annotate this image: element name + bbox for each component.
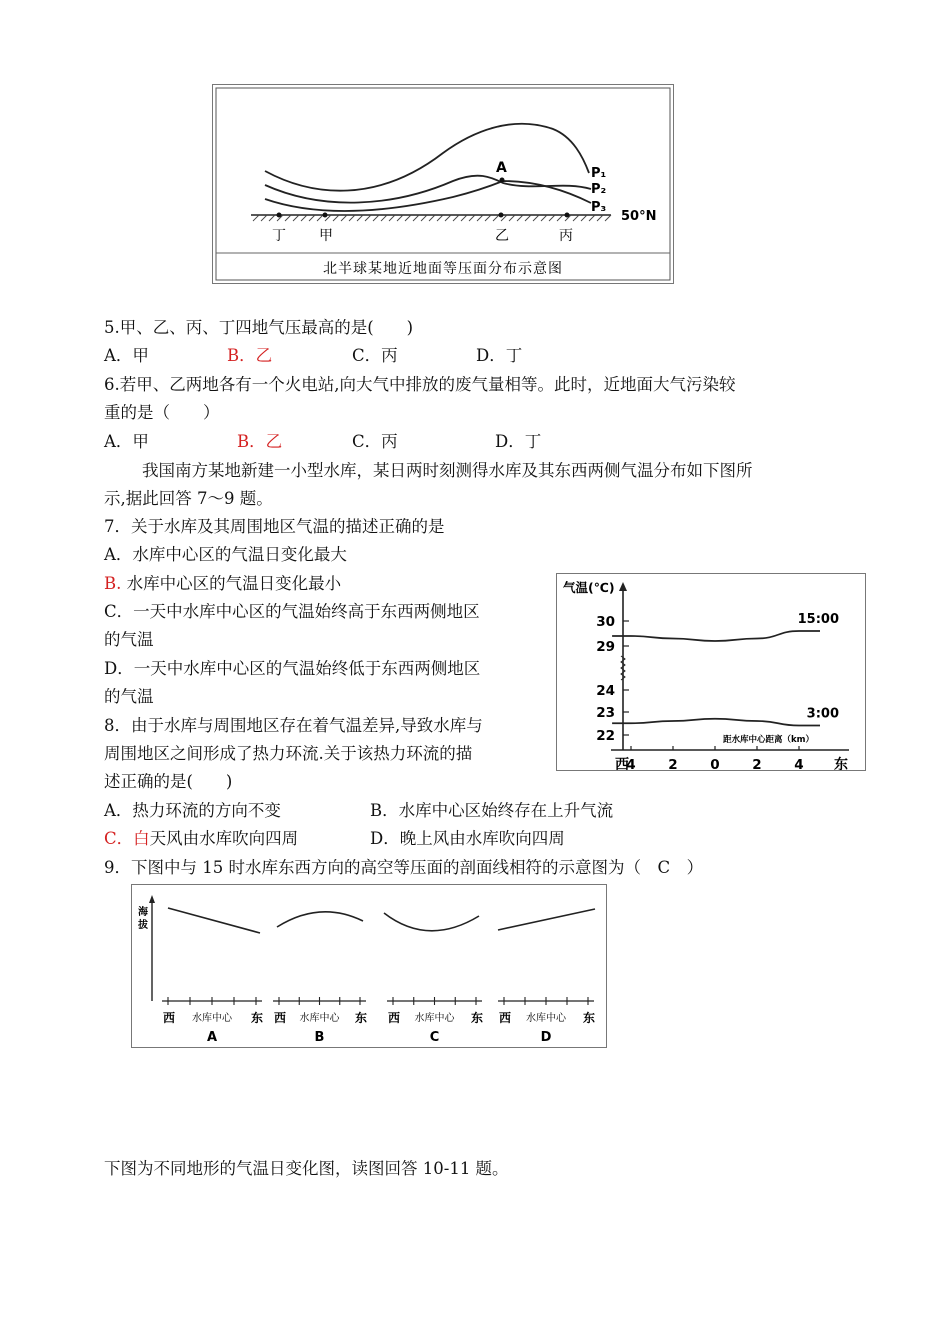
temperature-chart	[556, 573, 866, 771]
series-line	[612, 631, 820, 641]
x-end-west: 西	[615, 757, 629, 770]
panel-center: 水库中心	[414, 1013, 455, 1024]
profile-curve-a	[168, 908, 260, 933]
q7-option-a[interactable]: A．水库中心区的气温日变化最大	[104, 545, 347, 564]
q9-stem: 9．下图中与 15 时水库东西方向的高空等压面的剖面线相符的示意图为（ C ）	[104, 858, 704, 877]
x-end-east: 东	[834, 757, 848, 770]
panel-center: 水库中心	[526, 1013, 566, 1024]
q8-stem-line1: 8．由于水库与周围地区存在着气温差异,导致水库与	[104, 716, 483, 735]
series-label: 3:00	[806, 706, 839, 722]
isobar-p1	[265, 124, 589, 191]
panel-west: 西	[498, 1011, 512, 1025]
place-bing: 丙	[559, 228, 573, 244]
point-a	[500, 178, 505, 183]
series-line	[612, 719, 820, 726]
x-tick-label: 4	[794, 757, 804, 770]
panel-east: 东	[470, 1011, 484, 1025]
isobar-figure	[212, 84, 674, 284]
y-tick-label: 29	[596, 639, 615, 655]
q8-option-c-red: C．白	[104, 829, 150, 848]
q6-option-d[interactable]: D．丁	[495, 432, 542, 451]
x-tick-label: 2	[752, 757, 762, 770]
panel-east: 东	[250, 1011, 264, 1025]
label-lat: 50°N	[621, 209, 657, 224]
isobar-diagram	[213, 85, 673, 283]
q6-stem-line2: 重的是（ ）	[104, 403, 220, 422]
profile-figure-svg	[132, 885, 606, 1047]
q6-option-b[interactable]: B．乙	[237, 432, 283, 451]
q7-option-c-line2: 的气温	[104, 630, 154, 649]
label-p2: P₂	[591, 182, 607, 197]
q6-stem-line1: 6.若甲、乙两地各有一个火电站,向大气中排放的废气量相等。此时，近地面大气污染较	[104, 375, 736, 394]
isobar-p3	[265, 181, 591, 211]
place-jia: 甲	[319, 228, 333, 244]
y-tick-label: 23	[596, 705, 615, 721]
x-tick-label: 2	[668, 757, 678, 770]
q5-option-b[interactable]: B．乙	[227, 346, 273, 365]
profile-ylabel-2: 拔	[138, 920, 148, 931]
panel-center: 水库中心	[192, 1013, 232, 1024]
q8-stem-line2: 周围地区之间形成了热力环流.关于该热力环流的描	[104, 744, 473, 763]
place-yi: 乙	[495, 228, 509, 244]
x-axis-label: 距水库中心距离（km）	[723, 735, 815, 745]
q8-option-c[interactable]	[104, 825, 298, 853]
panel-west: 西	[162, 1011, 176, 1025]
series-label: 15:00	[797, 612, 839, 627]
panel-west: 西	[387, 1011, 401, 1025]
profile-y-arrow	[149, 895, 155, 903]
label-p3: P₃	[591, 200, 607, 215]
q7-option-c-line1[interactable]: C．一天中水库中心区的气温始终高于东西两侧地区	[104, 602, 480, 621]
profile-curve-d	[498, 909, 595, 930]
intro-7-9-line2: 示,据此回答 7～9 题。	[104, 489, 273, 508]
panel-east: 东	[582, 1011, 596, 1025]
point-jia	[323, 213, 328, 218]
q5-stem: 5.甲、乙、丙、丁四地气压最高的是( )	[104, 318, 414, 337]
label-p1: P₁	[591, 166, 607, 181]
panel-letter: B	[314, 1030, 325, 1045]
intro-7-9-line1: 我国南方某地新建一小型水库，某日两时刻测得水库及其东西两侧气温分布如下图所	[142, 461, 753, 480]
temperature-chart-svg	[557, 574, 865, 770]
y-axis-arrow	[619, 582, 627, 591]
panel-letter: D	[540, 1030, 552, 1045]
y-axis-label: 气温(℃)	[563, 580, 615, 595]
q7-option-d-line1[interactable]: D．一天中水库中心区的气温始终低于东西两侧地区	[104, 659, 481, 678]
point-bing	[565, 213, 570, 218]
point-ding	[277, 213, 282, 218]
q6-option-c[interactable]: C．丙	[352, 432, 398, 451]
x-tick-label: 0	[710, 757, 720, 770]
panel-center: 水库中心	[299, 1013, 340, 1024]
q7-option-b-text: 水库中心区的气温日变化最小	[121, 574, 342, 593]
q8-option-a[interactable]: A．热力环流的方向不变	[104, 801, 281, 820]
profile-curve-c	[384, 913, 479, 931]
q7-option-b-letter: B.	[104, 574, 122, 593]
panel-letter: A	[206, 1030, 218, 1045]
q5-option-d[interactable]: D．丁	[476, 346, 523, 365]
q6-option-a[interactable]: A．甲	[104, 432, 149, 451]
y-tick-label: 24	[596, 683, 615, 699]
x-tick-label: 4	[626, 757, 636, 770]
q8-stem-line3: 述正确的是( )	[104, 772, 233, 791]
panel-west: 西	[273, 1011, 287, 1025]
label-a: A	[496, 160, 507, 176]
q5-option-a[interactable]: A．甲	[104, 346, 149, 365]
q7-option-b[interactable]	[104, 570, 341, 598]
profile-curve-b	[277, 912, 363, 927]
ground-hatch	[253, 215, 611, 221]
footer-text: 下图为不同地形的气温日变化图，读图回答 10-11 题。	[104, 1159, 509, 1178]
y-tick-label: 22	[596, 728, 615, 744]
figure1-caption: 北半球某地近地面等压面分布示意图	[323, 261, 563, 277]
q7-stem: 7．关于水库及其周围地区气温的描述正确的是	[104, 517, 445, 536]
panel-letter: C	[429, 1030, 440, 1045]
y-tick-label: 30	[596, 614, 615, 630]
point-yi	[499, 213, 504, 218]
profile-figure	[131, 884, 607, 1048]
q8-option-d[interactable]: D．晚上风由水库吹向四周	[370, 829, 565, 848]
q5-option-c[interactable]: C．丙	[352, 346, 398, 365]
profile-ylabel-1: 海	[138, 907, 148, 918]
q7-option-d-line2: 的气温	[104, 687, 154, 706]
q8-option-b[interactable]: B．水库中心区始终存在上升气流	[370, 801, 614, 820]
place-ding: 丁	[272, 228, 286, 244]
panel-east: 东	[354, 1011, 368, 1025]
q8-option-c-rest: 天风由水库吹向四周	[149, 829, 299, 848]
